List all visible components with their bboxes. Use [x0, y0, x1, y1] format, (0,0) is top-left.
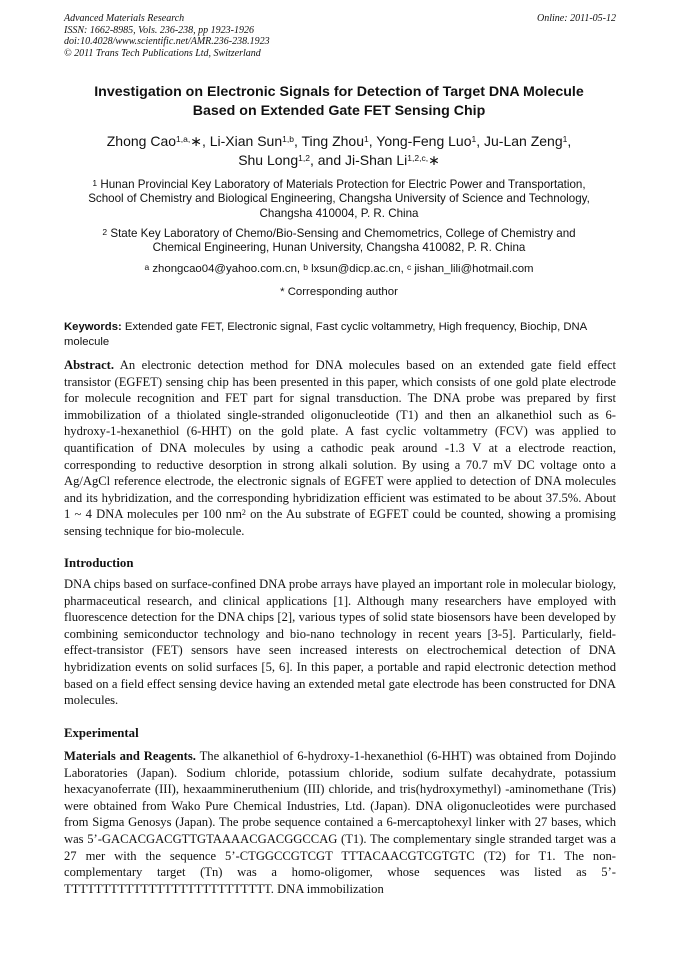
affiliation-number: 1 [92, 178, 98, 188]
affiliation-text: Hunan Provincial Key Laboratory of Materials Protection for Electric Power and Transportation, [100, 178, 586, 191]
journal-name: Advanced Materials Research [64, 13, 185, 24]
author-name: Ting Zhou [301, 133, 364, 149]
affiliation-text: State Key Laboratory of Chemo/Bio-Sensing and Chemometrics, College of Chemistry and [110, 227, 576, 240]
materials-paragraph [64, 748, 616, 897]
author-name: Ji-Shan Li [345, 152, 408, 168]
email-c: jishan_lili@hotmail.com [414, 263, 534, 275]
email-mark: a [144, 262, 150, 272]
abstract-text-end: on the Au substrate of EGFET could be counted, showing a promising sensing technique for bio-molecule. [64, 507, 616, 538]
title-line-1: Investigation on Electronic Signals for Detection of Target DNA Molecule [94, 84, 584, 100]
email-a: zhongcao04@yahoo.com.cn, [152, 263, 301, 275]
affiliation-2-line-2: Chemical Engineering, Hunan University, Changsha 410082, P. R. China [152, 241, 526, 255]
title-line-2: Based on Extended Gate FET Sensing Chip [192, 103, 486, 119]
affiliation-1-line-3: Changsha 410004, P. R. China [259, 206, 419, 220]
author-name: Ju-Lan Zeng [484, 133, 563, 149]
author-line-1 [40, 132, 638, 151]
introduction-text: DNA chips based on surface-confined DNA probe arrays have played an important role in molecular biology, pharmaceutical research, and clinical applications [1]. Although many researchers have employed with fluorescence detection for the DNA chips [2], various types of solid state biosensors have been developed by combining semiconductor technology and bio-nano technology in recent years [3-5]. Particularly, field-effect-transistor (FET) sensors have seen increased interests on electrochemical detection of DNA hybridization events on solid surfaces [5, 6]. In this paper, a portable and rapid electronic detection method based on a field effect sensing device having an extended metal gate electrode has been constructed for DNA molecules. [64, 577, 616, 708]
author-name: Zhong Cao [106, 133, 177, 149]
email-mark: b [303, 262, 308, 272]
author-affiliation-mark: 1,2 [298, 153, 310, 163]
keywords-label: Keywords: [64, 321, 122, 333]
author-affiliation-mark: 1,a, [176, 134, 191, 144]
journal-issn: ISSN: 1662-8985, Vols. 236-238, pp 1923-1926 [64, 24, 254, 36]
keywords-text: Extended gate FET, Electronic signal, Fast cyclic voltammetry, High frequency, Biochip, DNA molecule [64, 321, 587, 348]
affiliation-2 [40, 227, 638, 256]
abstract-label: Abstract. [64, 358, 115, 372]
materials-label: Materials and Reagents. [64, 749, 196, 763]
introduction-heading: Introduction [64, 556, 134, 570]
author-separator: , [368, 133, 377, 149]
author-line-2 [40, 151, 638, 170]
author-separator: , [567, 133, 572, 149]
journal-header [64, 13, 616, 59]
affiliation-number: 2 [102, 227, 108, 237]
unit-superscript: 2 [241, 508, 246, 518]
author-separator: , [293, 133, 302, 149]
materials-text: The alkanethiol of 6-hydroxy-1-hexanethiol (6-HHT) was obtained from Dojindo Laboratories (Japan). Sodium chloride, potassium chloride, sodium sulfate decahydrate, potassium hexacyanoferrate (III), hexaammineruthenium (III) chloride, and tris(hydroxymethyl) -aminomethane (Tris) were obtained from Wako Pure Chemical Industries, Ltd. (Japan). DNA oligonucleotides were purchased from Sigma Genosys (Japan). The probe sequence contained a 6-mercaptohexyl linker with 27 bases, which was 5’-GACACGACGTTGTAAAACGACGGCCAG (T1). The complementary single stranded target was a 27 mer with the sequence 5’-CTGGCCGTCGT TTTACAACGTCGTGTC (T2) for T1. The non-complementary target (Tn) was a homo-oligomer, whose sequences was listed as 5’-TTTTTTTTTTTTTTTTTTTTTTTTTTT. DNA immobilization [64, 749, 616, 896]
paper-title [40, 83, 638, 121]
author-separator: , and [309, 152, 345, 168]
corresponding-mark: ∗ [190, 133, 202, 149]
author-affiliation-mark: 1,b [282, 134, 294, 144]
abstract [64, 357, 616, 540]
corresponding-mark: ∗ [428, 152, 440, 168]
experimental-heading: Experimental [64, 726, 139, 740]
affiliation-1-line-1 [40, 178, 638, 192]
author-name: Yong-Feng Luo [376, 133, 472, 149]
journal-copyright: © 2011 Trans Tech Publications Ltd, Switzerland [64, 47, 261, 59]
email-mark: c [406, 262, 412, 272]
affiliation-1 [40, 178, 638, 221]
affiliation-1-line-2: School of Chemistry and Biological Engineering, Changsha University of Science and Technology, [88, 192, 590, 206]
affiliation-2-line-1 [40, 227, 638, 241]
abstract-text: An electronic detection method for DNA molecules based on an extended gate field effect transistor (EGFET) sensing chip has been presented in this paper, which consists of one gold plate electrode for molecule recognition and FET part for signal transduction. The DNA probe was prepared by first immobilization of a thiolated single-stranded oligonucleotide (T1) and then an alkanethiol such as 6-hydroxy-1-hexanethiol (6-HHT) on the gold plate. A fast cyclic voltammetry (FCV) was applied to quantification of DNA molecules by using a cathodic peak around -1.3 V at a electrode reaction, corresponding to reductive desorption in strong alkali solution. By using a 70.7 mV DC voltage onto a Ag/AgCl reference electrode, the electronic signals of EGFET were applied to detection of DNA molecules and its hybridization, and the corresponding hybridization efficient was estimated to be about 37.5%. About 1 ~ 4 DNA molecules per 100 nm [64, 358, 616, 522]
online-date: Online: 2011-05-12 [537, 13, 616, 24]
email-b: lxsun@dicp.ac.cn, [311, 263, 404, 275]
corresponding-author-note: * Corresponding author [280, 286, 398, 298]
keywords [64, 320, 616, 349]
author-affiliation-mark: 1 [364, 134, 369, 144]
author-list [40, 132, 638, 170]
email-list [40, 262, 638, 276]
author-affiliation-mark: 1 [471, 134, 477, 144]
author-separator: , [476, 133, 485, 149]
author-affiliation-mark: 1 [562, 134, 568, 144]
author-name: Li-Xian Sun [209, 133, 283, 149]
journal-doi: doi:10.4028/www.scientific.net/AMR.236-238.1923 [64, 36, 270, 48]
author-name: Shu Long [238, 152, 299, 168]
author-affiliation-mark: 1,2,c, [407, 153, 429, 163]
author-separator: , [201, 133, 210, 149]
